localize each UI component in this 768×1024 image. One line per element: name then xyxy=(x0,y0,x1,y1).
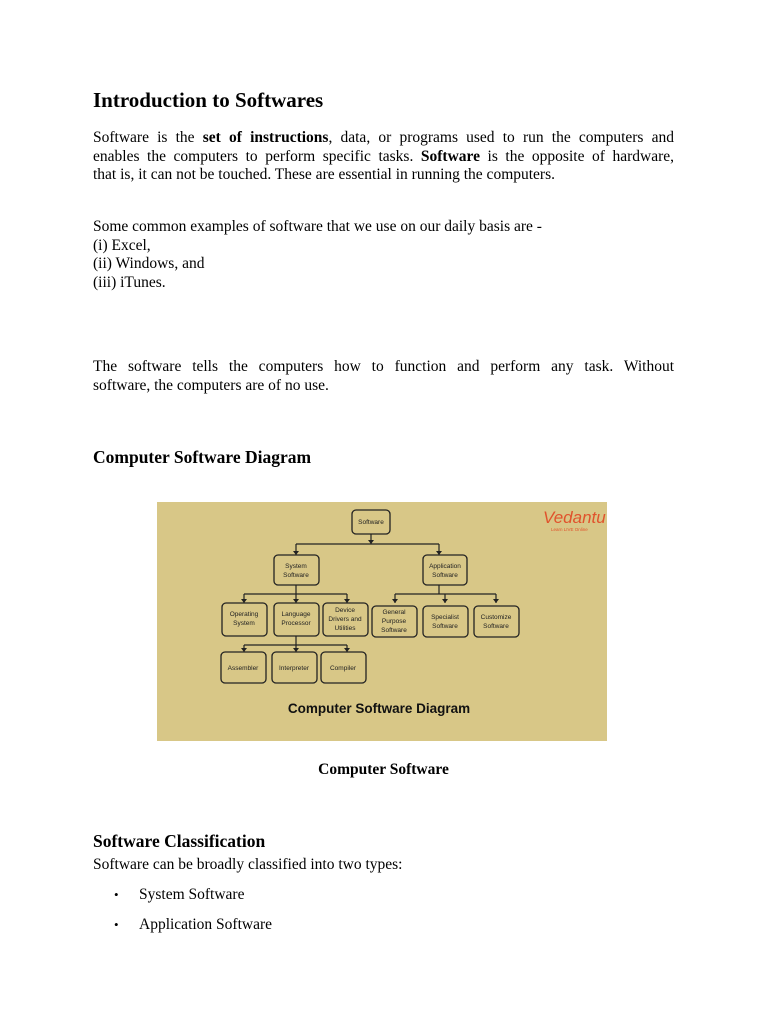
intro-line-2: enables the computers to perform specific tasks. Software is the opposite of hardware, xyxy=(93,147,674,165)
svg-text:Purpose: Purpose xyxy=(381,618,407,625)
function-line-2: software, the computers are of no use. xyxy=(93,376,329,394)
svg-text:Device: Device xyxy=(335,607,355,614)
svg-text:Assembler: Assembler xyxy=(227,665,259,672)
svg-text:Application: Application xyxy=(429,563,461,570)
function-line-1: The software tells the computers how to function and perform any task. Without xyxy=(93,358,674,375)
classification-heading: Software Classification xyxy=(93,831,266,851)
software-diagram-image xyxy=(157,502,607,741)
svg-text:General: General xyxy=(382,609,406,616)
svg-text:System: System xyxy=(233,620,255,627)
diagram-heading: Computer Software Diagram xyxy=(93,447,312,467)
intro-paragraph xyxy=(93,129,674,185)
list-item xyxy=(93,885,272,915)
examples-paragraph xyxy=(93,218,674,292)
example-item-windows: (ii) Windows, and xyxy=(93,255,205,272)
bold-set-of-instructions: set of instructions xyxy=(202,129,329,146)
classification-list xyxy=(93,885,272,944)
svg-text:Language: Language xyxy=(281,611,311,618)
function-paragraph xyxy=(93,358,674,395)
svg-text:Drivers and: Drivers and xyxy=(328,616,362,623)
svg-text:Interpreter: Interpreter xyxy=(279,665,309,672)
classification-lead: Software can be broadly classified into two types: xyxy=(93,856,403,873)
svg-text:System: System xyxy=(285,563,307,570)
svg-text:Operating: Operating xyxy=(229,611,259,618)
list-item-label: System Software xyxy=(139,886,245,903)
figure-caption: Computer Software xyxy=(318,761,449,778)
examples-lead: Some common examples of software that we use on our daily basis are - xyxy=(93,218,542,235)
svg-text:Compiler: Compiler xyxy=(329,665,357,672)
diagram-boxes xyxy=(221,510,519,683)
vedantu-tagline: Learn LIVE Online xyxy=(551,527,588,532)
example-item-excel: (i) Excel, xyxy=(93,236,151,254)
list-item-label: Application Software xyxy=(139,915,273,933)
box-system-software xyxy=(274,555,319,585)
label-software: Software xyxy=(358,519,384,526)
example-item-itunes: (iii) iTunes. xyxy=(93,273,166,291)
svg-text:Customize: Customize xyxy=(480,614,512,621)
box-application-software xyxy=(423,555,467,585)
svg-text:Specialist: Specialist xyxy=(431,614,459,621)
svg-text:Software: Software xyxy=(432,572,458,579)
software-diagram-svg xyxy=(157,502,607,741)
svg-text:Software: Software xyxy=(483,623,509,630)
vedantu-logo: Vedantu xyxy=(543,508,606,527)
svg-text:Software: Software xyxy=(283,572,309,579)
bold-software: Software xyxy=(420,147,480,165)
intro-line-1: Software is the set of instructions, data, or programs used to run the computers and xyxy=(93,129,675,146)
svg-text:Processor: Processor xyxy=(281,620,311,627)
bullet-icon: • xyxy=(114,887,119,902)
diagram-title: Computer Software Diagram xyxy=(287,701,471,716)
bullet-icon: • xyxy=(114,916,119,932)
svg-text:Software: Software xyxy=(432,623,458,630)
box-customize xyxy=(474,606,519,637)
list-item xyxy=(93,915,272,945)
svg-text:Software: Software xyxy=(381,627,407,634)
box-specialist xyxy=(423,606,468,637)
intro-line-3: that is, it can not be touched. These are essential in running the computers. xyxy=(93,166,556,183)
page-title: Introduction to Softwares xyxy=(93,88,324,112)
svg-text:Utilities: Utilities xyxy=(334,625,356,632)
